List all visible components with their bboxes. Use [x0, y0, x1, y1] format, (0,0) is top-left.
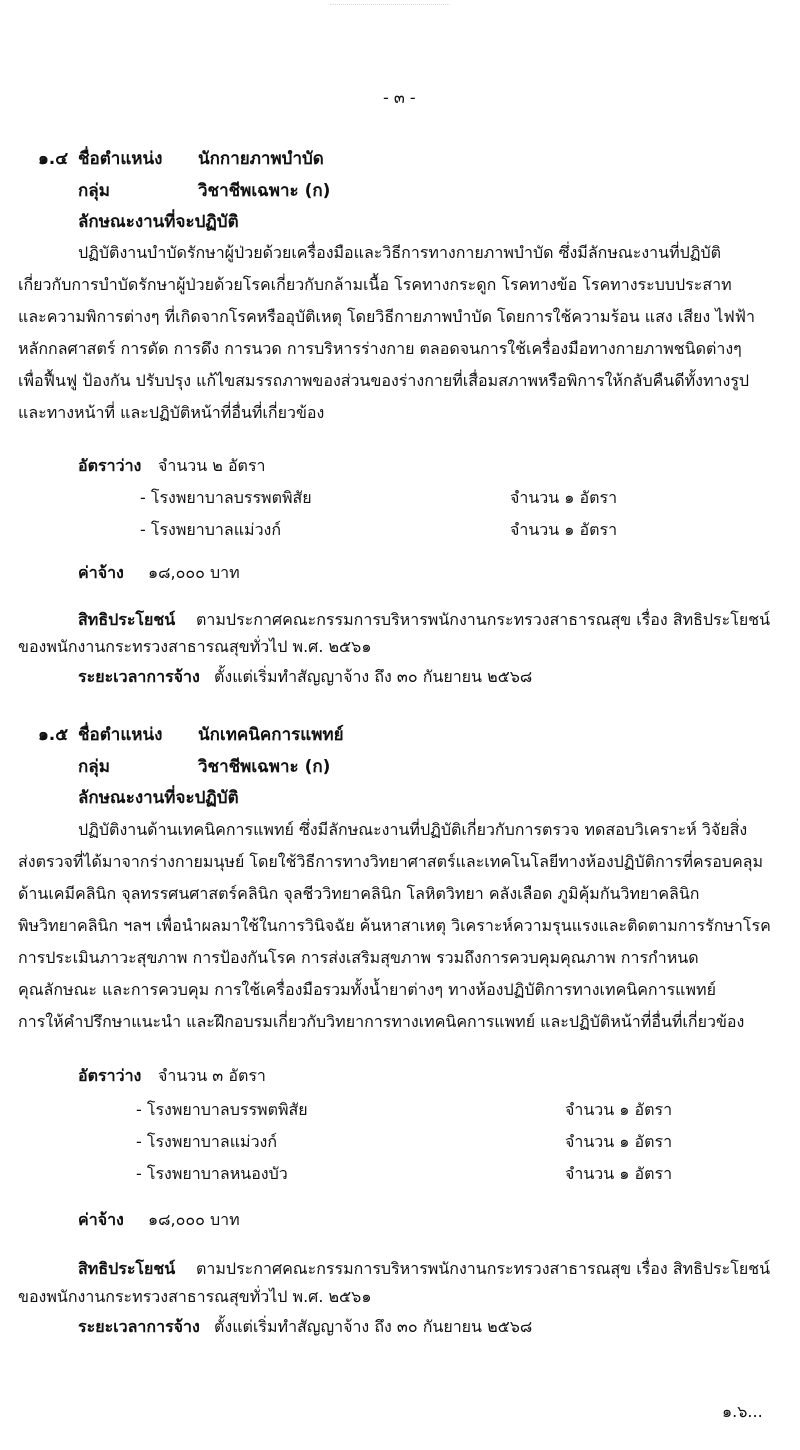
- hospital-count: จำนวน ๑ อัตรา: [565, 1164, 673, 1183]
- section-number: ๑.๔: [38, 149, 69, 169]
- duty-line: เพื่อฟื้นฟู ป้องกัน ปรับปรุง แก้ไขสมรรถภาพของส่วนของร่างกายที่เสื่อมสภาพหรือพิการให้กลับคืนดีทั้งทางรูป: [18, 371, 750, 390]
- term-label: ระยะเวลาการจ้าง: [78, 1317, 200, 1336]
- benefit-label: สิทธิประโยชน์: [78, 1259, 176, 1278]
- term-value: ตั้งแต่เริ่มทำสัญญาจ้าง ถึง ๓๐ กันยายน ๒๕๖๘: [214, 667, 533, 686]
- duty-line: ปฏิบัติงานด้านเทคนิคการแพทย์ ซึ่งมีลักษณะงานที่ปฏิบัติเกี่ยวกับการตรวจ ทดสอบวิเคราะห์ วิจัยสิ่ง: [78, 820, 748, 839]
- benefit-label: สิทธิประโยชน์: [78, 610, 176, 629]
- duty-heading: ลักษณะงานที่จะปฏิบัติ: [78, 788, 239, 808]
- hospital-name: - โรงพยาบาลบรรพตพิสัย: [136, 1100, 308, 1119]
- duty-line: และทางหน้าที่ และปฏิบัติหน้าที่อื่นที่เกี่ยวข้อง: [18, 403, 325, 422]
- benefit-text: ตามประกาศคณะกรรมการบริหารพนักงานกระทรวงสาธารณสุข เรื่อง สิทธิประโยชน์: [196, 1259, 770, 1278]
- hospital-name: - โรงพยาบาลแม่วงก์: [136, 1132, 278, 1151]
- benefit-text: ตามประกาศคณะกรรมการบริหารพนักงานกระทรวงสาธารณสุข เรื่อง สิทธิประโยชน์: [196, 610, 770, 629]
- position-title: นักกายภาพบำบัด: [198, 149, 324, 169]
- hospital-count: จำนวน ๑ อัตรา: [565, 1132, 673, 1151]
- hospital-count: จำนวน ๑ อัตรา: [510, 488, 618, 507]
- duty-heading: ลักษณะงานที่จะปฏิบัติ: [78, 212, 239, 232]
- duty-line: การให้คำปรึกษาแนะนำ และฝึกอบรมเกี่ยวกับวิทยาการทางเทคนิคการแพทย์ และปฏิบัติหน้าที่อื่นที่เกี่ยวข้อง: [18, 1012, 745, 1031]
- position-label: ชื่อตำแหน่ง: [78, 725, 163, 745]
- duty-line: การประเมินภาวะสุขภาพ การป้องกันโรค การส่งเสริมสุขภาพ รวมถึงการควบคุมคุณภาพ การกำหนด: [18, 948, 699, 967]
- group-label: กลุ่ม: [78, 757, 110, 777]
- page-number: - ๓ -: [383, 88, 416, 107]
- position-title: นักเทคนิคการแพทย์: [198, 725, 344, 745]
- duty-line: เกี่ยวกับการบำบัดรักษาผู้ป่วยด้วยโรคเกี่ยวกับกล้ามเนื้อ โรคทางกระดูก โรคทางข้อ โรคทางระบบประสาท: [18, 275, 732, 294]
- scan-artifact: [330, 4, 450, 11]
- duty-line: ด้านเคมีคลินิก จุลทรรศนศาสตร์คลินิก จุลชีววิทยาคลินิก โลหิตวิทยา คลังเลือด ภูมิคุ้มกันวิทยาคลินิก: [18, 884, 700, 903]
- section-number: ๑.๕: [38, 725, 69, 745]
- duty-line: พิษวิทยาคลินิก ฯลฯ เพื่อนำผลมาใช้ในการวินิจฉัย ค้นหาสาเหตุ วิเคราะห์ความรุนแรงและติดตามการรักษาโรค: [18, 916, 771, 935]
- benefit-text: ของพนักงานกระทรวงสาธารณสุขทั่วไป พ.ศ. ๒๕๖๑: [18, 1287, 372, 1306]
- group-value: วิชาชีพเฉพาะ (ก): [198, 757, 331, 777]
- duty-line: ปฏิบัติงานบำบัดรักษาผู้ป่วยด้วยเครื่องมือและวิธีการทางกายภาพบำบัด ซึ่งมีลักษณะงานที่ปฏิบัติ: [78, 243, 722, 262]
- duty-line: ส่งตรวจที่ได้มาจากร่างกายมนุษย์ โดยใช้วิธีการทางวิทยาศาสตร์และเทคโนโลยีทางห้องปฏิบัติการที่ครอบคลุม: [18, 852, 764, 871]
- vacancy-value: จำนวน ๓ อัตรา: [158, 1066, 266, 1085]
- wage-value: ๑๘,๐๐๐ บาท: [148, 563, 240, 582]
- wage-label: ค่าจ้าง: [78, 563, 124, 582]
- hospital-count: จำนวน ๑ อัตรา: [510, 520, 618, 539]
- position-label: ชื่อตำแหน่ง: [78, 149, 163, 169]
- vacancy-label: อัตราว่าง: [78, 1066, 142, 1085]
- duty-line: คุณลักษณะ และการควบคุม การใช้เครื่องมือรวมทั้งน้ำยาต่างๆ ทางห้องปฏิบัติการทางเทคนิคการแพทย์: [18, 980, 716, 999]
- term-label: ระยะเวลาการจ้าง: [78, 667, 200, 686]
- duty-line: และความพิการต่างๆ ที่เกิดจากโรคหรืออุบัติเหตุ โดยวิธีกายภาพบำบัด โดยการใช้ความร้อน แสง เสียง ไฟฟ้า: [18, 307, 755, 326]
- hospital-count: จำนวน ๑ อัตรา: [565, 1100, 673, 1119]
- hospital-name: - โรงพยาบาลบรรพตพิสัย: [140, 488, 312, 507]
- hospital-name: - โรงพยาบาลหนองบัว: [136, 1164, 288, 1183]
- wage-label: ค่าจ้าง: [78, 1210, 124, 1229]
- next-page-marker: ๑.๖...: [722, 1402, 763, 1421]
- group-label: กลุ่ม: [78, 181, 110, 201]
- benefit-text: ของพนักงานกระทรวงสาธารณสุขทั่วไป พ.ศ. ๒๕๖๑: [18, 637, 372, 656]
- vacancy-value: จำนวน ๒ อัตรา: [158, 456, 266, 475]
- duty-line: หลักกลศาสตร์ การดัด การดึง การนวด การบริหารร่างกาย ตลอดจนการใช้เครื่องมือทางกายภาพชนิดต่างๆ: [18, 339, 742, 358]
- term-value: ตั้งแต่เริ่มทำสัญญาจ้าง ถึง ๓๐ กันยายน ๒๕๖๘: [214, 1317, 533, 1336]
- vacancy-label: อัตราว่าง: [78, 456, 142, 475]
- group-value: วิชาชีพเฉพาะ (ก): [198, 181, 331, 201]
- wage-value: ๑๘,๐๐๐ บาท: [148, 1210, 240, 1229]
- hospital-name: - โรงพยาบาลแม่วงก์: [140, 520, 282, 539]
